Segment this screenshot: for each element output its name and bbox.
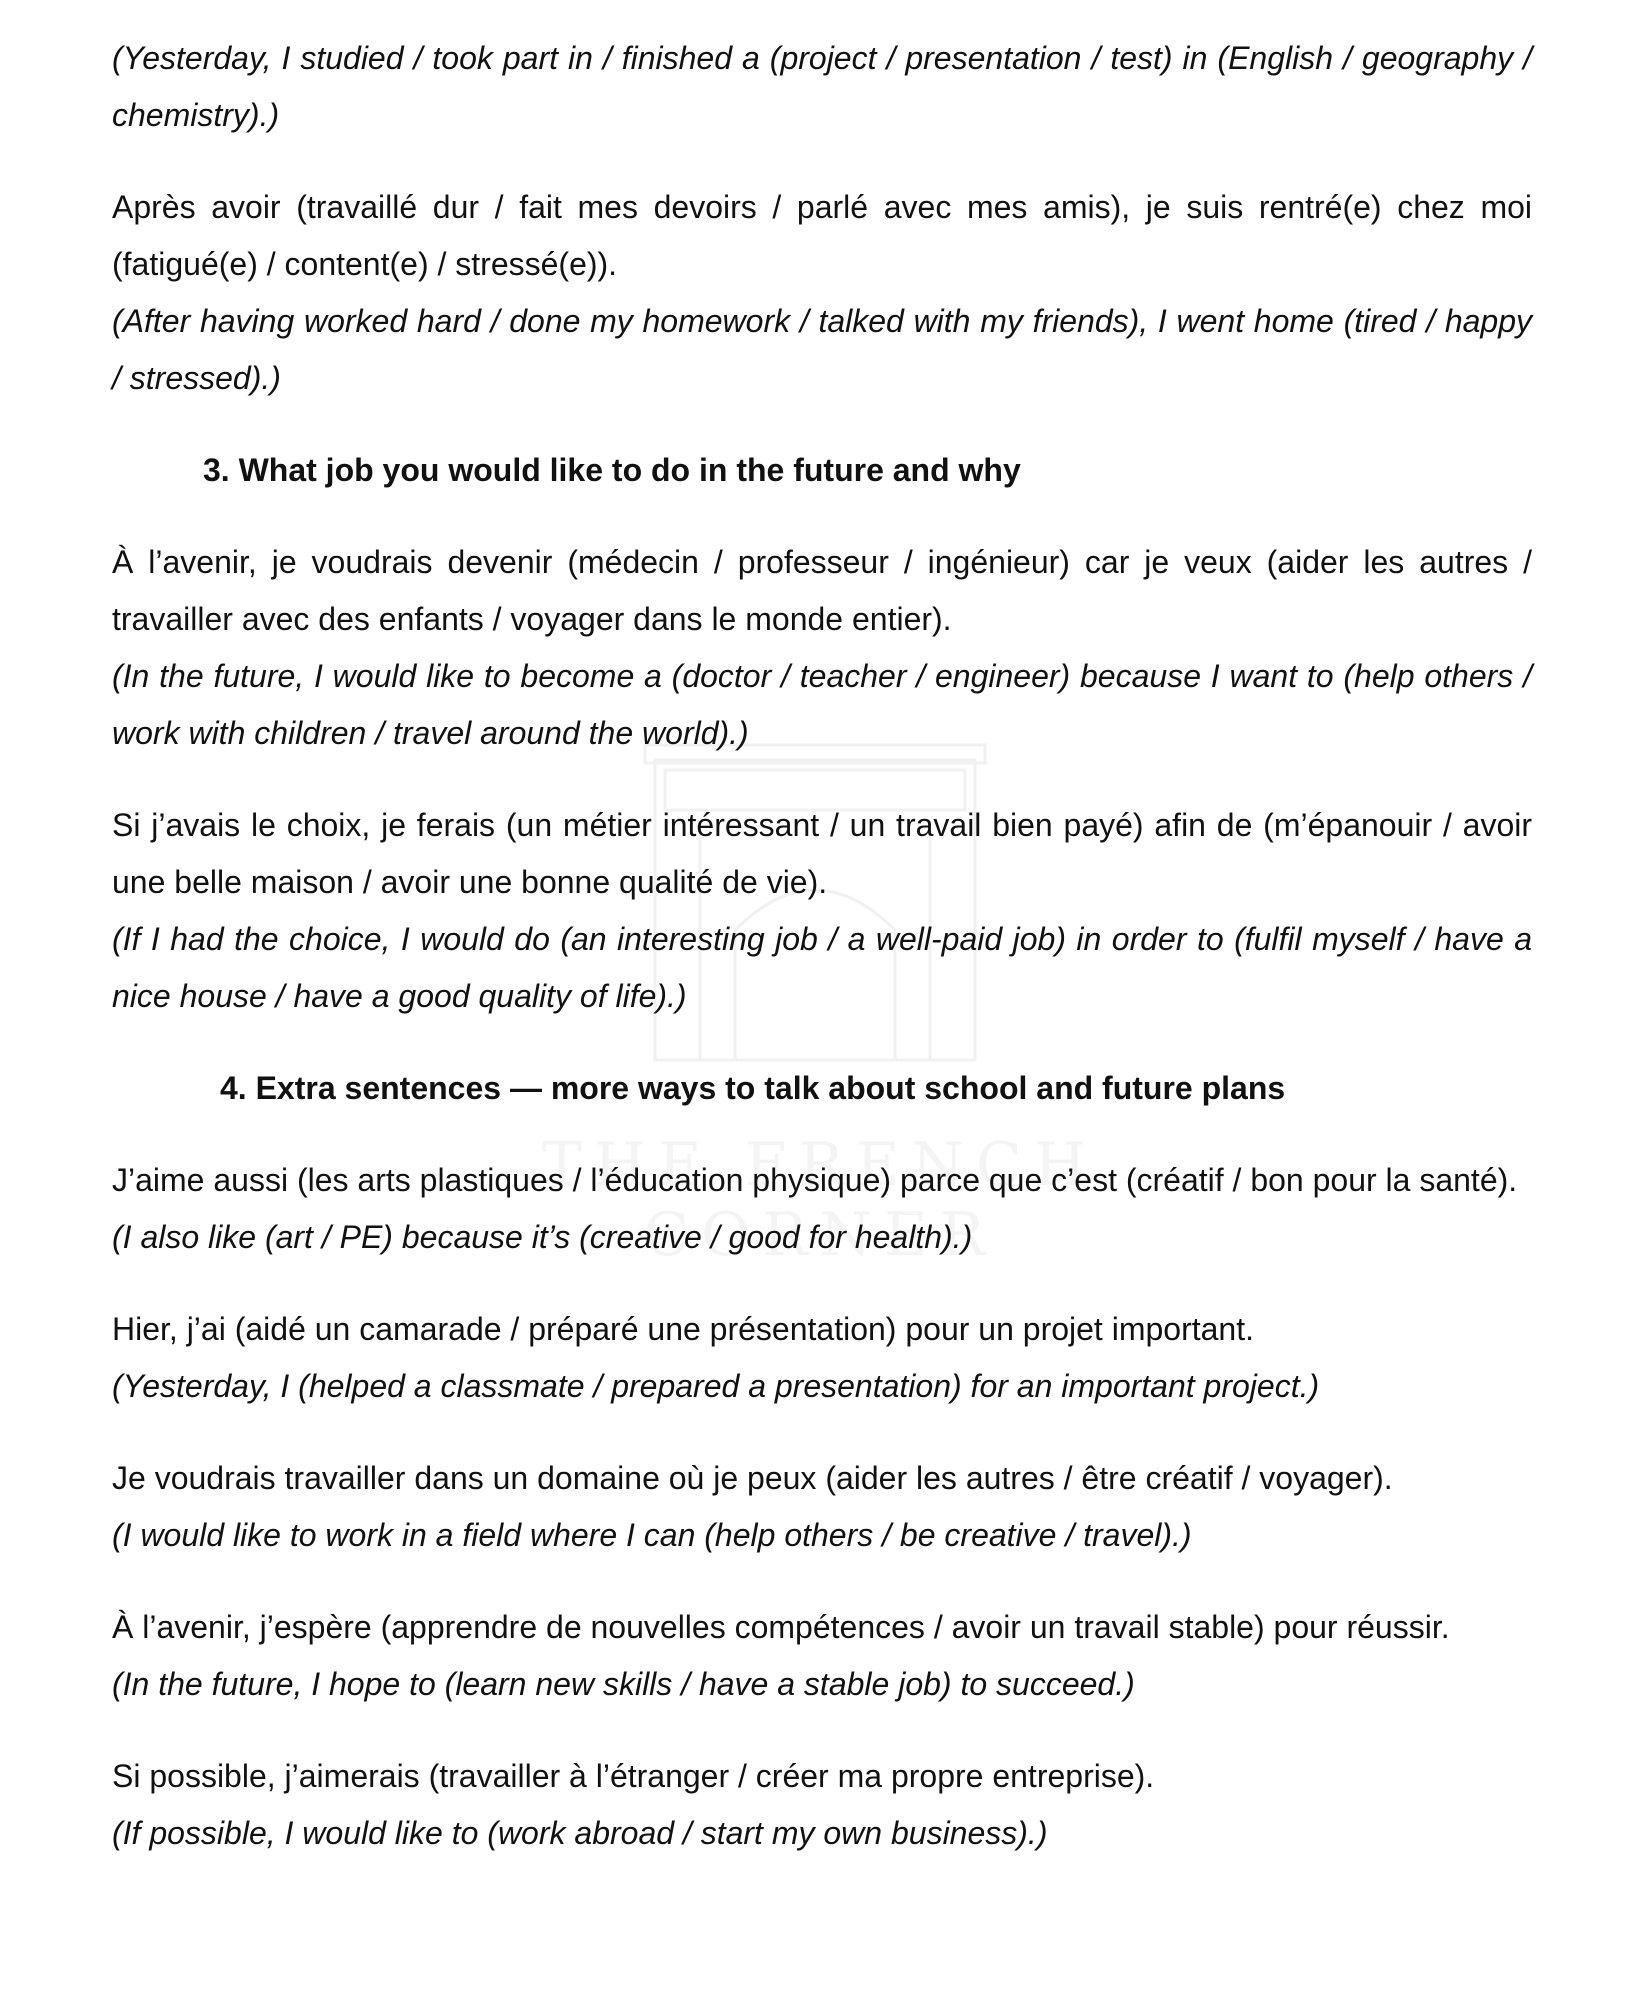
french-sentence: Après avoir (travaillé dur / fait mes devoirs / parlé avec mes amis), je suis rentré(e) chez moi (fatigué(e) / content(e) / stressé(e)). [112, 189, 1532, 282]
sentence-block [112, 1599, 1532, 1713]
english-translation: (After having worked hard / done my homework / talked with my friends), I went home (tired / happy / stressed).) [112, 303, 1532, 396]
english-translation: (If possible, I would like to (work abroad / start my own business).) [112, 1815, 1048, 1851]
sentence-block [112, 534, 1532, 762]
french-sentence: J’aime aussi (les arts plastiques / l’éducation physique) parce que c’est (créatif / bon pour la santé). [112, 1162, 1518, 1198]
french-sentence: Je voudrais travailler dans un domaine où je peux (aider les autres / être créatif / voyager). [112, 1460, 1393, 1496]
sentence-block [112, 30, 1532, 144]
document-page [112, 30, 1532, 1897]
sentence-block [112, 797, 1532, 1025]
english-translation: (If I had the choice, I would do (an interesting job / a well-paid job) in order to (fulfil myself / have a nice house / have a good quality of life).) [112, 921, 1532, 1014]
sentence-block [112, 1152, 1532, 1266]
section-heading-3: 3. What job you would like to do in the future and why [203, 452, 1021, 488]
sentence-block [112, 1450, 1532, 1564]
english-translation: (Yesterday, I (helped a classmate / prepared a presentation) for an important project.) [112, 1368, 1320, 1404]
english-translation: (Yesterday, I studied / took part in / finished a (project / presentation / test) in (English / geography / chemistry).) [112, 40, 1532, 133]
french-sentence: À l’avenir, j’espère (apprendre de nouvelles compétences / avoir un travail stable) pour réussir. [112, 1609, 1450, 1645]
english-translation: (In the future, I would like to become a (doctor / teacher / engineer) because I want to (help others / work with children / travel around the world).) [112, 658, 1532, 751]
english-translation: (In the future, I hope to (learn new skills / have a stable job) to succeed.) [112, 1666, 1135, 1702]
french-sentence: Si possible, j’aimerais (travailler à l’étranger / créer ma propre entreprise). [112, 1758, 1155, 1794]
french-sentence: Hier, j’ai (aidé un camarade / préparé une présentation) pour un projet important. [112, 1311, 1254, 1347]
sentence-block [112, 1301, 1532, 1415]
french-sentence: À l’avenir, je voudrais devenir (médecin / professeur / ingénieur) car je veux (aider les autres / travailler avec des enfants / voyager dans le monde entier). [112, 544, 1532, 637]
french-sentence: Si j’avais le choix, je ferais (un métier intéressant / un travail bien payé) afin de (m’épanouir / avoir une belle maison / avoir une bonne qualité de vie). [112, 807, 1532, 900]
section-heading-4: 4. Extra sentences — more ways to talk about school and future plans [220, 1070, 1286, 1106]
english-translation: (I also like (art / PE) because it’s (creative / good for health).) [112, 1219, 973, 1255]
english-translation: (I would like to work in a field where I can (help others / be creative / travel).) [112, 1517, 1192, 1553]
sentence-block [112, 179, 1532, 407]
sentence-block [112, 1748, 1532, 1862]
